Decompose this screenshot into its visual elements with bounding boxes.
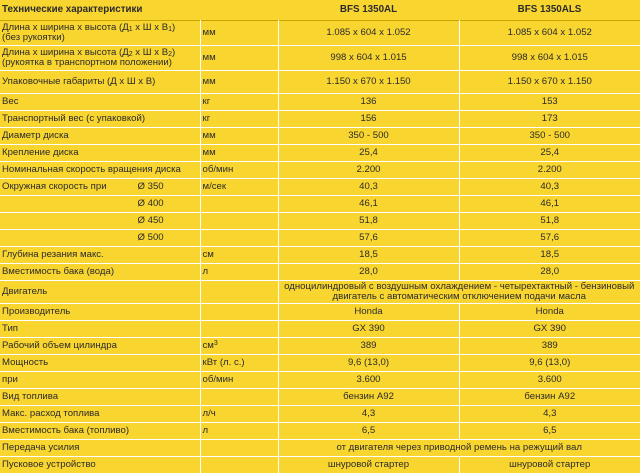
header-row: [0, 0, 640, 21]
table-row: [0, 213, 640, 230]
diameter-label: Ø 450: [137, 214, 164, 226]
value-b: 51,8: [459, 213, 640, 230]
unit-header: [200, 0, 278, 21]
value-a: 4,3: [278, 406, 459, 423]
value-b: 9,6 (13,0): [459, 355, 640, 372]
row-label: Окружная скорость при Ø 350: [0, 179, 200, 196]
table-row: [0, 145, 640, 162]
row-unit: [200, 281, 278, 304]
value-b: 6,5: [459, 423, 640, 440]
value-b: 173: [459, 111, 640, 128]
row-unit: л/ч: [200, 406, 278, 423]
row-unit: мм: [200, 128, 278, 145]
value-b: 57,6: [459, 230, 640, 247]
value-b: 389: [459, 338, 640, 355]
row-unit: [200, 213, 278, 230]
row-unit: мм: [200, 71, 278, 94]
value-a: 1.150 х 670 х 1.150: [278, 71, 459, 94]
table-row: [0, 389, 640, 406]
value-b: шнуровой стартер: [459, 457, 640, 474]
table-row: [0, 423, 640, 440]
value-a: шнуровой стартер: [278, 457, 459, 474]
value-a: 57,6: [278, 230, 459, 247]
row-unit: л: [200, 264, 278, 281]
value-b: 1.085 х 604 х 1.052: [459, 21, 640, 46]
row-label: Длина х ширина х высота ($Д_1$ х Ш х $В_1$) (без рукоятки): [0, 21, 200, 46]
value-a: бензин А92: [278, 389, 459, 406]
table-title: Технические характеристики: [0, 0, 200, 21]
value-b: 153: [459, 94, 640, 111]
value-a: 40,3: [278, 179, 459, 196]
table-row: [0, 440, 640, 457]
drive-value: от двигателя через приводной ремень на режущий вал: [278, 440, 640, 457]
row-label: Глубина резания макс.: [0, 247, 200, 264]
row-unit: м/сек: [200, 179, 278, 196]
value-a: 28,0: [278, 264, 459, 281]
row-label: [0, 230, 200, 247]
table-row: [0, 46, 640, 71]
value-a: 136: [278, 94, 459, 111]
row-label: Крепление диска: [0, 145, 200, 162]
row-unit: [200, 440, 278, 457]
value-a: 389: [278, 338, 459, 355]
row-label: Длина х ширина х высота ($Д_2$ х Ш х $В_2$) (рукоятка в транспортном положении): [0, 46, 200, 71]
row-label: Вес: [0, 94, 200, 111]
value-b: 3.600: [459, 372, 640, 389]
model-a-header: BFS 1350AL: [278, 0, 459, 21]
value-b: 350 - 500: [459, 128, 640, 145]
value-a: 350 - 500: [278, 128, 459, 145]
table-row: [0, 94, 640, 111]
table-row: [0, 281, 640, 304]
row-label: Вид топлива: [0, 389, 200, 406]
table-row: [0, 247, 640, 264]
table-row: [0, 321, 640, 338]
value-b: 1.150 х 670 х 1.150: [459, 71, 640, 94]
table-row: [0, 111, 640, 128]
row-unit: [200, 230, 278, 247]
value-a: 2.200: [278, 162, 459, 179]
value-b: GX 390: [459, 321, 640, 338]
row-label: Мощность: [0, 355, 200, 372]
table-row: [0, 355, 640, 372]
value-a: 51,8: [278, 213, 459, 230]
row-label: Тип: [0, 321, 200, 338]
row-unit: [200, 389, 278, 406]
value-a: 998 х 604 х 1.015: [278, 46, 459, 71]
diameter-label: Ø 350: [137, 180, 164, 192]
value-b: 25,4: [459, 145, 640, 162]
table-row: [0, 264, 640, 281]
row-unit: [200, 321, 278, 338]
row-unit: см: [200, 247, 278, 264]
model-b-header: BFS 1350ALS: [459, 0, 640, 21]
table-row: [0, 179, 640, 196]
row-unit: кг: [200, 94, 278, 111]
table-row: [0, 457, 640, 474]
value-b: 40,3: [459, 179, 640, 196]
row-label: Диаметр диска: [0, 128, 200, 145]
row-unit: [200, 196, 278, 213]
table-row: [0, 338, 640, 355]
value-a: 25,4: [278, 145, 459, 162]
value-b: 2.200: [459, 162, 640, 179]
value-a: Honda: [278, 304, 459, 321]
table-row: [0, 21, 640, 46]
value-a: GX 390: [278, 321, 459, 338]
row-label: Упаковочные габариты (Д х Ш х В): [0, 71, 200, 94]
value-b: Honda: [459, 304, 640, 321]
row-label: [0, 213, 200, 230]
value-a: 1.085 х 604 х 1.052: [278, 21, 459, 46]
row-label: Вместимость бака (топливо): [0, 423, 200, 440]
table-row: [0, 406, 640, 423]
value-b: 998 х 604 х 1.015: [459, 46, 640, 71]
row-label: при: [0, 372, 200, 389]
row-label: Транспортный вес (с упаковкой): [0, 111, 200, 128]
diameter-label: Ø 500: [137, 231, 164, 243]
row-unit: кг: [200, 111, 278, 128]
table-row: [0, 372, 640, 389]
value-a: 46,1: [278, 196, 459, 213]
table-row: [0, 304, 640, 321]
row-label: Рабочий объем цилиндра: [0, 338, 200, 355]
table-row: [0, 196, 640, 213]
value-b: 4,3: [459, 406, 640, 423]
row-unit: [200, 457, 278, 474]
row-unit: кВт (л. с.): [200, 355, 278, 372]
row-label: Двигатель: [0, 281, 200, 304]
row-label: Вместимость бака (вода): [0, 264, 200, 281]
row-label: Передача усилия: [0, 440, 200, 457]
value-a: 18,5: [278, 247, 459, 264]
value-a: 9,6 (13,0): [278, 355, 459, 372]
value-a: 156: [278, 111, 459, 128]
table-row: [0, 162, 640, 179]
table-row: [0, 71, 640, 94]
diameter-label: Ø 400: [137, 197, 164, 209]
value-b: 18,5: [459, 247, 640, 264]
row-label: Пусковое устройство: [0, 457, 200, 474]
row-label: Макс. расход топлива: [0, 406, 200, 423]
row-unit: об/мин: [200, 162, 278, 179]
value-b: 28,0: [459, 264, 640, 281]
row-unit: л: [200, 423, 278, 440]
engine-value: одноцилиндровый с воздушным охлаждением - четырехтактный - бензиновый двигатель с автоматическим отключением подачи масла: [278, 281, 640, 304]
table-row: [0, 230, 640, 247]
table-row: [0, 128, 640, 145]
row-label: [0, 196, 200, 213]
row-unit: мм: [200, 21, 278, 46]
value-a: 6,5: [278, 423, 459, 440]
value-a: 3.600: [278, 372, 459, 389]
row-unit: об/мин: [200, 372, 278, 389]
row-unit: мм: [200, 46, 278, 71]
row-label: Номинальная скорость вращения диска: [0, 162, 200, 179]
row-unit: $см^3$: [200, 338, 278, 355]
value-b: бензин А92: [459, 389, 640, 406]
row-label: Производитель: [0, 304, 200, 321]
value-b: 46,1: [459, 196, 640, 213]
row-unit: [200, 304, 278, 321]
row-unit: мм: [200, 145, 278, 162]
